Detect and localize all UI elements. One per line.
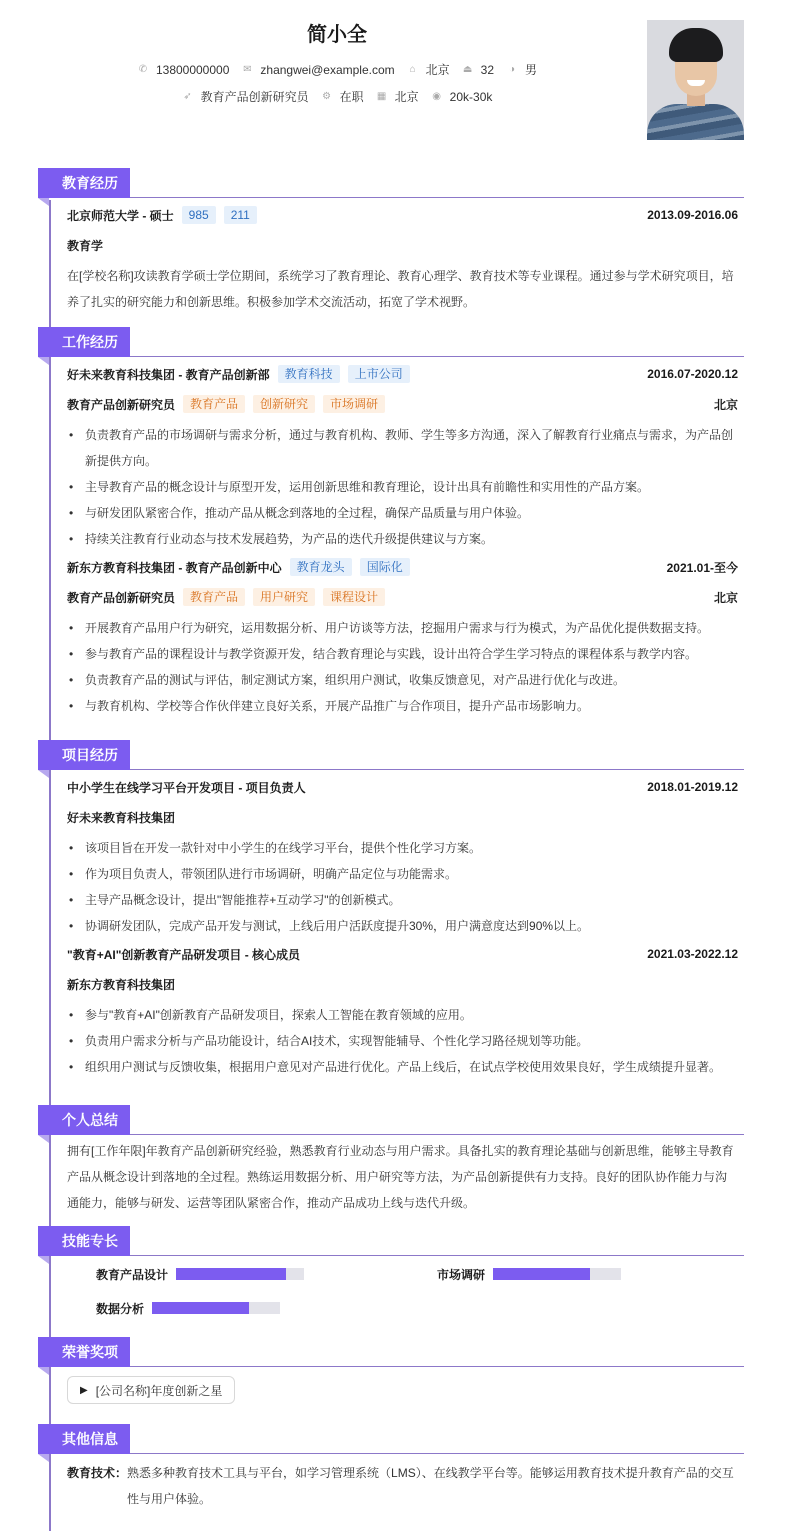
resume-header <box>0 0 794 150</box>
job-role-row <box>67 582 738 612</box>
project-detail-item: • 负责用户需求分析与产品功能设计，结合AI技术，实现智能辅导、个性化学习路径规划等功能。 <box>67 1028 738 1054</box>
school-tag: 211 <box>224 206 257 224</box>
project-org: 新东方教育科技集团 <box>67 977 176 992</box>
job-status-item <box>321 88 364 105</box>
project-header <box>67 939 738 969</box>
phone-icon: ✆ <box>138 63 148 75</box>
other-info-label: 教育技术： <box>67 1466 128 1480</box>
duty-item: • 负责教育产品的测试与评估，制定测试方案，组织用户测试，收集反馈意见，对产品进行优化与改进。 <box>67 667 738 693</box>
section-title: 教育经历 <box>38 168 130 198</box>
age-item <box>462 63 494 77</box>
school-degree: 北京师范大学 - 硕士 <box>67 208 174 223</box>
target-city-item <box>376 88 419 105</box>
section-fold <box>38 770 49 778</box>
education-date: 2013.09-2016.06 <box>647 208 738 222</box>
section-title: 项目经历 <box>38 740 130 770</box>
section-skills <box>38 1226 744 1328</box>
duty-item: • 负责教育产品的市场调研与需求分析，通过与教育机构、教师、学生等多方沟通，深入了解教育行业痛点与需求，为产品创新提供方向。 <box>67 422 738 474</box>
skills-grid <box>67 1256 738 1328</box>
project-detail-item: • 参与"教育+AI"创新教育产品研发项目，探索人工智能在教育领域的应用。 <box>67 1002 738 1028</box>
project-detail-item: • 组织用户测试与反馈收集，根据用户意见对产品进行优化。产品上线后，在试点学校使用效果良好，学生成绩提升显著。 <box>67 1054 738 1080</box>
skill-item <box>96 1264 304 1284</box>
profile-photo <box>647 20 744 140</box>
role-tag: 用户研究 <box>253 588 315 606</box>
section-work <box>38 327 744 719</box>
mail-icon: ✉ <box>243 63 252 75</box>
job-role: 教育产品创新研究员 <box>67 590 176 605</box>
section-divider <box>130 197 744 198</box>
skill-bar <box>176 1268 304 1280</box>
other-info-row <box>67 1460 738 1512</box>
company-name: 新东方教育科技集团 - 教育产品创新中心 <box>67 560 282 575</box>
job-status: 在职 <box>339 90 364 104</box>
contact-row <box>0 61 674 78</box>
play-triangle-icon: ▶ <box>80 1384 88 1396</box>
section-title: 个人总结 <box>38 1105 130 1135</box>
section-fold <box>38 198 49 206</box>
residence-item <box>407 61 450 78</box>
section-projects <box>38 740 744 1080</box>
section-header <box>38 1226 744 1256</box>
duty-item: • 与研发团队紧密合作，推动产品从概念到落地的全过程，确保产品质量与用户体验。 <box>67 500 738 526</box>
section-header <box>38 740 744 770</box>
role-tag: 教育产品 <box>183 395 245 413</box>
skill-bar-fill <box>493 1268 590 1280</box>
section-fold <box>38 1367 49 1375</box>
section-header <box>38 327 744 357</box>
major-row <box>67 230 738 260</box>
job-role-row <box>67 389 738 419</box>
skill-name: 数据分析 <box>96 1301 145 1316</box>
company-tag: 国际化 <box>360 558 410 576</box>
section-fold <box>38 1135 49 1143</box>
gender-icon: ◑ <box>508 63 516 75</box>
age-icon: ⏏ <box>462 63 473 75</box>
gender-value: 男 <box>525 63 538 77</box>
section-honors <box>38 1337 744 1404</box>
building-icon: ▦ <box>376 90 387 102</box>
duty-item: • 开展教育产品用户行为研究，运用数据分析、用户访谈等方法，挖掘用户需求与行为模式，为产品优化提供数据支持。 <box>67 615 738 641</box>
project-detail-item: • 作为项目负责人，带领团队进行市场调研，明确产品定位与功能需求。 <box>67 861 738 887</box>
company-tag: 上市公司 <box>348 365 410 383</box>
section-divider <box>130 1134 744 1135</box>
skill-bar-fill <box>152 1302 249 1314</box>
gender-item <box>506 61 537 78</box>
role-tag: 创新研究 <box>253 395 315 413</box>
job-date: 2021.01-至今 <box>666 560 738 575</box>
project-org-row <box>67 802 738 832</box>
job-role: 教育产品创新研究员 <box>67 397 176 412</box>
skill-item <box>437 1264 621 1284</box>
section-summary <box>38 1105 744 1216</box>
phone-item <box>137 63 229 77</box>
salary-item <box>431 90 493 104</box>
project-org-row <box>67 969 738 999</box>
skill-item <box>96 1298 280 1318</box>
role-tag: 课程设计 <box>323 588 385 606</box>
project-name: "教育+AI"创新教育产品研发项目 - 核心成员 <box>67 947 301 962</box>
duty-item: • 与教育机构、学校等合作伙伴建立良好关系，开展产品推广与合作项目，提升产品市场影响力。 <box>67 693 738 719</box>
job-location: 北京 <box>713 397 738 412</box>
role-tag: 教育产品 <box>183 588 245 606</box>
school-tag: 985 <box>182 206 216 224</box>
email-address: zhangwei@example.com <box>260 62 395 77</box>
status-icon: ⚙ <box>322 90 332 102</box>
section-header <box>38 168 744 198</box>
section-divider <box>130 1453 744 1454</box>
job-intent-row <box>0 88 674 105</box>
section-other <box>38 1424 744 1512</box>
expected-salary: 20k-30k <box>449 89 493 104</box>
age-value: 32 <box>480 62 495 77</box>
skill-bar <box>152 1302 280 1314</box>
duty-item: • 参与教育产品的课程设计与教学资源开发，结合教育理论与实践，设计出符合学生学习特点的课程体系与教学内容。 <box>67 641 738 667</box>
send-icon: ➶ <box>183 90 192 102</box>
job-header <box>67 359 738 389</box>
duty-item: • 主导教育产品的概念设计与原型开发，运用创新思维和教育理论，设计出具有前瞻性和实用性的产品方案。 <box>67 474 738 500</box>
section-header <box>38 1105 744 1135</box>
section-title: 技能专长 <box>38 1226 130 1256</box>
project-header <box>67 772 738 802</box>
job-location: 北京 <box>713 590 738 605</box>
summary-text: 拥有[工作年限]年教育产品创新研究经验，熟悉教育行业动态与用户需求。具备扎实的教育理论基础与创新思维，能够主导教育产品从概念设计到落地的全过程。熟练运用数据分析、用户研究等方法，为产品创新提供有力支持。良好的团队协作能力与沟通能力，能够与研发、运营等团队紧密合作，推动产品成功上线与迭代升级。 <box>67 1144 734 1210</box>
job-date: 2016.07-2020.12 <box>647 367 738 381</box>
project-detail-item: • 协调研发团队，完成产品开发与测试，上线后用户活跃度提升30%，用户满意度达到90%以上。 <box>67 913 738 939</box>
education-entry-header <box>67 200 738 230</box>
candidate-name: 简小全 <box>307 24 367 46</box>
job-duties <box>67 615 738 719</box>
company-tag: 教育龙头 <box>290 558 352 576</box>
skill-name: 教育产品设计 <box>96 1267 169 1282</box>
target-position-item <box>182 88 309 105</box>
email-item <box>241 63 394 77</box>
section-header <box>38 1337 744 1367</box>
major: 教育学 <box>67 238 104 253</box>
section-title: 其他信息 <box>38 1424 130 1454</box>
section-education <box>38 168 744 315</box>
home-icon: ⌂ <box>409 63 416 75</box>
section-fold <box>38 1454 49 1462</box>
duty-item: • 持续关注教育行业动态与技术发展趋势，为产品的迭代升级提供建议与方案。 <box>67 526 738 552</box>
section-fold <box>38 357 49 365</box>
section-divider <box>130 356 744 357</box>
project-detail-item: • 该项目旨在开发一款针对中小学生的在线学习平台，提供个性化学习方案。 <box>67 835 738 861</box>
section-title: 工作经历 <box>38 327 130 357</box>
company-tag: 教育科技 <box>278 365 340 383</box>
residence-city: 北京 <box>425 63 450 77</box>
target-city: 北京 <box>394 90 419 104</box>
skill-bar-fill <box>176 1268 286 1280</box>
salary-icon: ◉ <box>432 90 442 102</box>
section-title: 荣誉奖项 <box>38 1337 130 1367</box>
project-details <box>67 835 738 939</box>
section-divider <box>130 769 744 770</box>
education-description: 在[学校名称]攻读教育学硕士学位期间，系统学习了教育理论、教育心理学、教育技术等专业课程。通过参与学术研究项目，培养了扎实的研究能力和创新思维。积极参加学术交流活动，拓宽了学术视野。 <box>67 269 734 309</box>
award-item[interactable] <box>67 1376 235 1404</box>
skill-name: 市场调研 <box>437 1267 486 1282</box>
target-position: 教育产品创新研究员 <box>200 90 309 104</box>
section-divider <box>130 1366 744 1367</box>
job-duties <box>67 422 738 552</box>
other-info-text: 熟悉多种教育技术工具与平台，如学习管理系统（LMS）、在线教学平台等。能够运用教育技术提升教育产品的交互性与用户体验。 <box>127 1466 734 1506</box>
role-tag: 市场调研 <box>323 395 385 413</box>
section-header <box>38 1424 744 1454</box>
job-header <box>67 552 738 582</box>
phone-number: 13800000000 <box>155 62 230 77</box>
award-name: [公司名称]年度创新之星 <box>95 1383 223 1398</box>
section-fold <box>38 1256 49 1264</box>
project-detail-item: • 主导产品概念设计，提出"智能推荐+互动学习"的创新模式。 <box>67 887 738 913</box>
project-org: 好未来教育科技集团 <box>67 810 176 825</box>
project-date: 2018.01-2019.12 <box>647 780 738 794</box>
project-date: 2021.03-2022.12 <box>647 947 738 961</box>
company-name: 好未来教育科技集团 - 教育产品创新部 <box>67 367 270 382</box>
skill-bar <box>493 1268 621 1280</box>
project-name: 中小学生在线学习平台开发项目 - 项目负责人 <box>67 780 306 795</box>
project-details <box>67 1002 738 1080</box>
